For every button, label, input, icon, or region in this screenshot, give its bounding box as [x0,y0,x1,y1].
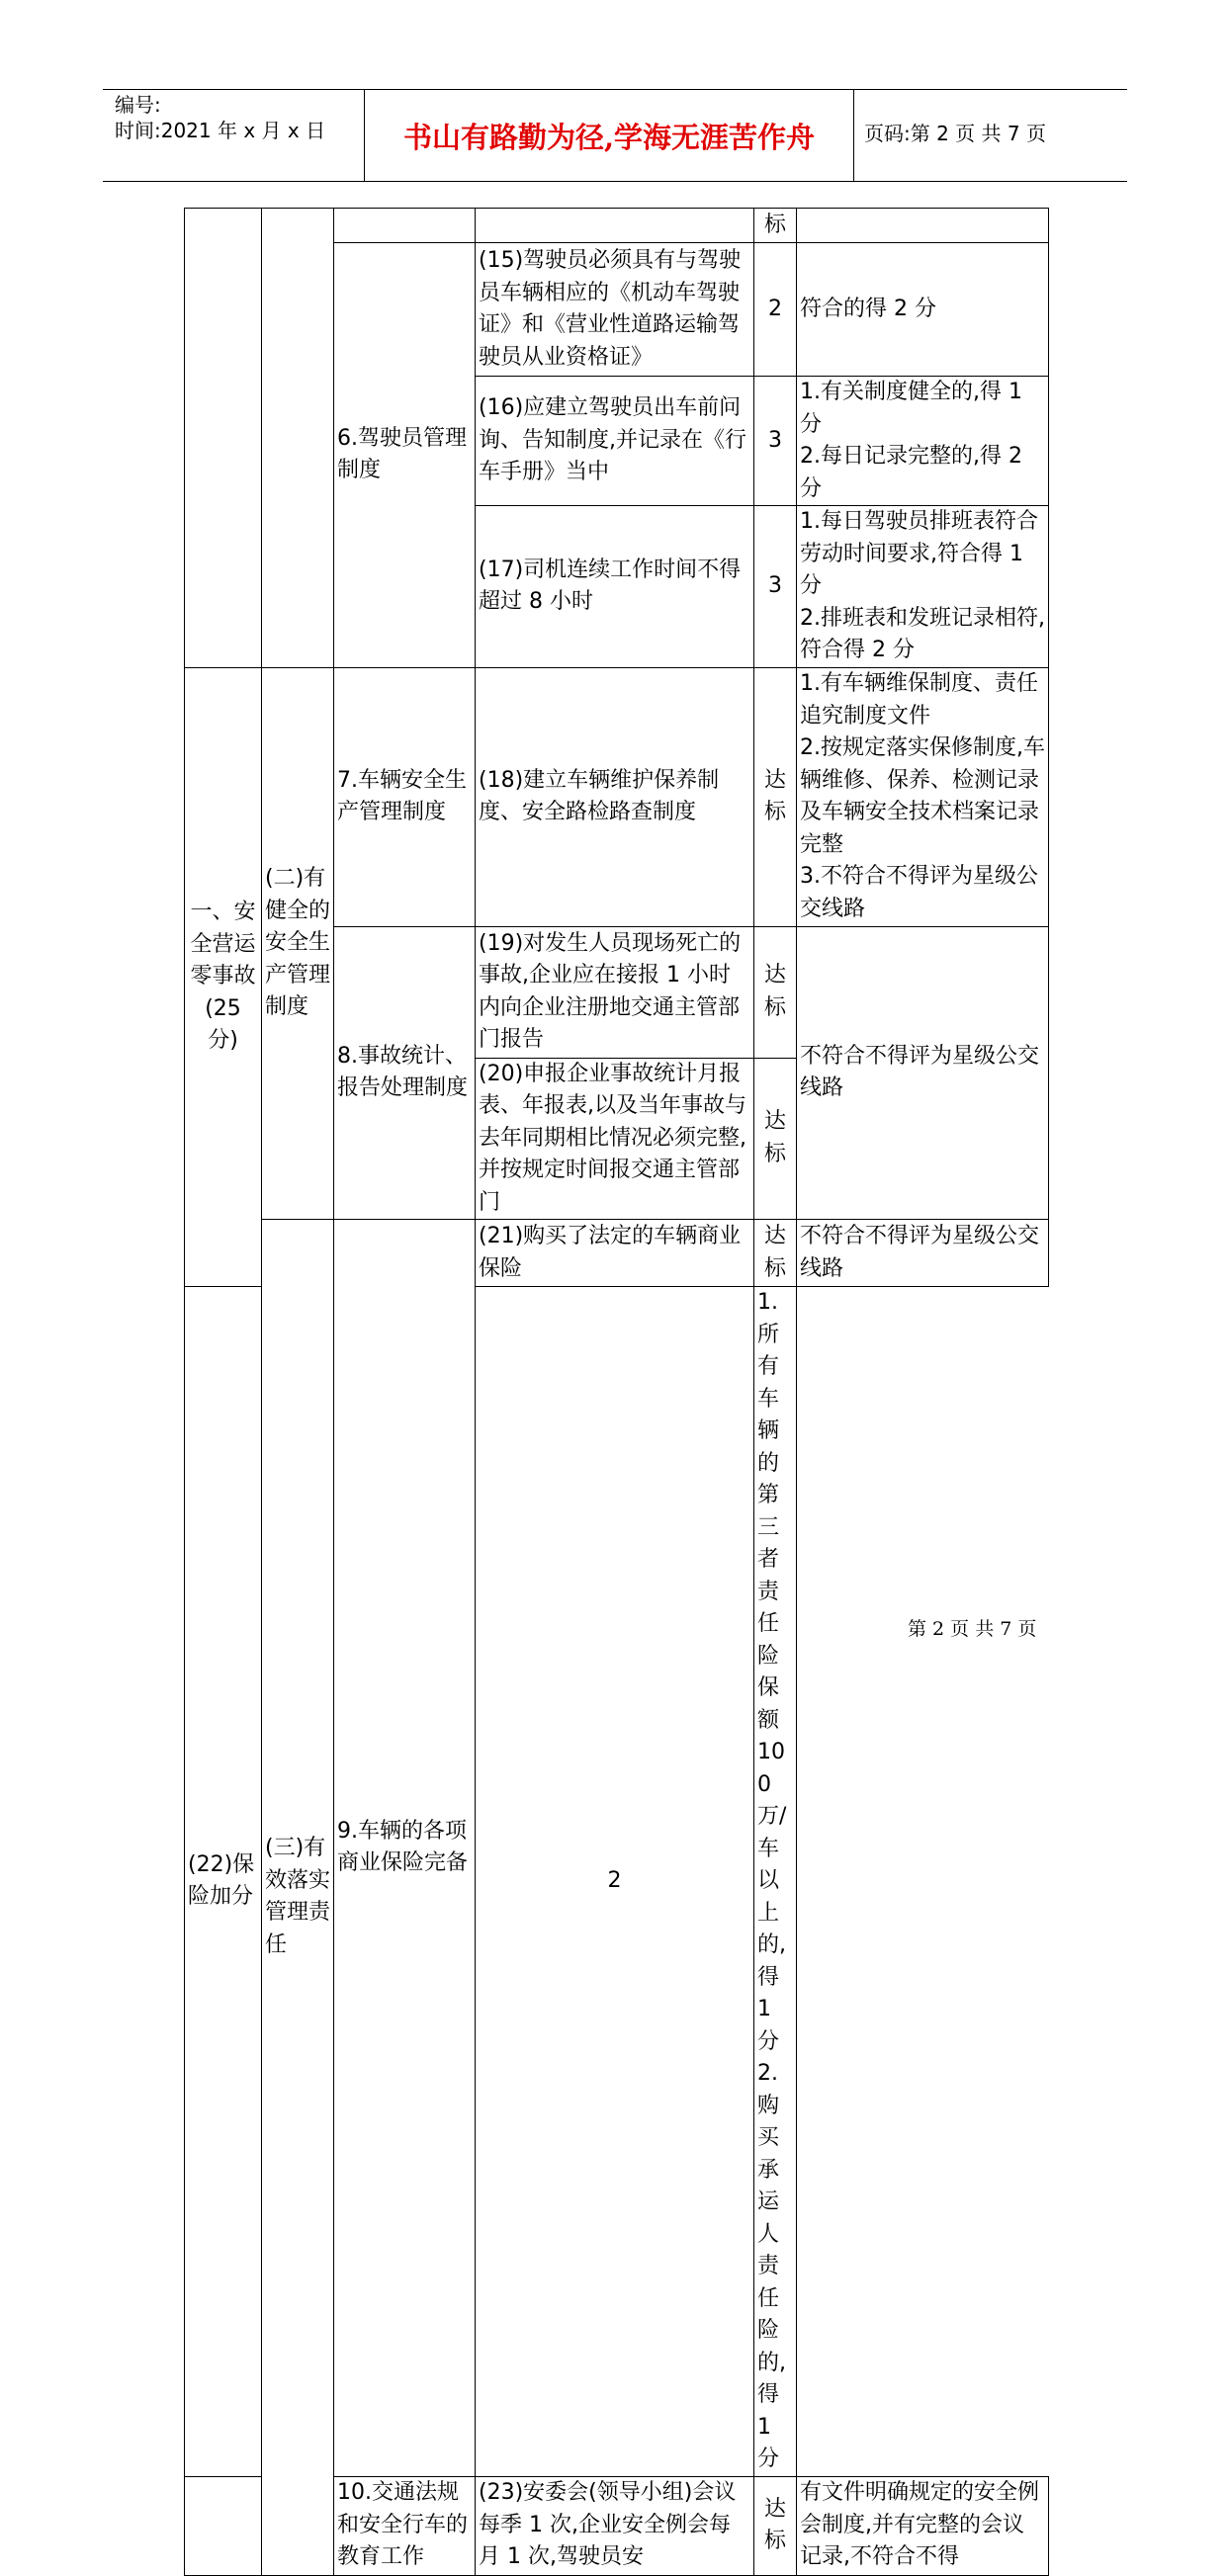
item-name-cell: 8.事故统计、报告处理制度 [334,926,476,1220]
item-name-cell: 7.车辆安全生产管理制度 [334,667,476,926]
rule-cell: 1.有车辆维保制度、责任追究制度文件 2.按规定落实保修制度,车辆维修、保养、检测记录及车辆安全技术档案记录完整 3.不符合不得评为星级公交线路 [797,667,1049,926]
rule-cell: 符合的得 2 分 [797,243,1049,377]
header-motto: 书山有路勤为径,学海无涯苦作舟 [365,90,854,181]
header-meta [103,90,365,181]
table-row [185,1220,1049,1287]
page-header [103,89,1127,182]
score-cell: 达标 [754,2476,797,2575]
rule-cell: 1.所有车辆的第三者责任险保额 100 万/车以上的,得 1 分 2.购买承运人责任险的,得 1 分 [754,1287,797,2477]
requirement-cell: (17)司机连续工作时间不得超过 8 小时 [476,506,754,668]
doc-number-label: 编号: [115,93,161,117]
score-cell: 2 [476,1287,754,2477]
category-cell-trailing [185,2476,262,2575]
section-cell: (二)有健全的安全生产管理制度 [262,667,334,1220]
rule-cell-continued [797,209,1049,243]
evaluation-table [184,208,1049,2576]
category-cell: 一、安全营运零事故(25 分) [185,667,262,1287]
requirement-cell-continued [476,209,754,243]
rule-cell: 1.每日驾驶员排班表符合劳动时间要求,符合得 1 分 2.排班表和发班记录相符,符合得 2 分 [797,506,1049,668]
requirement-cell: (15)驾驶员必须具有与驾驶员车辆相应的《机动车驾驶证》和《营业性道路运输驾驶员从业资格证》 [476,243,754,377]
section-cell-continued [262,209,334,668]
score-cell: 达标 [754,1058,797,1220]
requirement-cell: (18)建立车辆维护保养制度、安全路检路查制度 [476,667,754,926]
header-page-number: 页码:第 2 页 共 7 页 [864,122,1046,145]
requirement-cell: (23)安委会(领导小组)会议每季 1 次,企业安全例会每月 1 次,驾驶员安 [476,2476,754,2575]
item-name-cell: 10.交通法规和安全行车的教育工作 [334,2476,476,2575]
item-name-cell: 6.驾驶员管理制度 [334,243,476,668]
score-cell: 3 [754,377,797,506]
page-footer: 第 2 页 共 7 页 [908,1618,1037,1640]
rule-cell: 有文件明确规定的安全例会制度,并有完整的会议记录,不符合不得 [797,2476,1049,2575]
item-name-cell: 9.车辆的各项商业保险完备 [334,1220,476,2477]
requirement-cell: (16)应建立驾驶员出车前问询、告知制度,并记录在《行车手册》当中 [476,377,754,506]
score-cell: 3 [754,506,797,668]
doc-time-label: 时间:2021 年 x 月 x 日 [115,119,326,142]
requirement-cell: (20)申报企业事故统计月报表、年报表,以及当年事故与去年同期相比情况必须完整,并按规定时间报交通主管部门 [476,1058,754,1220]
table-row [185,667,1049,926]
score-cell: 达标 [754,1220,797,1287]
section-cell: (三)有效落实管理责任 [262,1220,334,2576]
rule-cell: 不符合不得评为星级公交线路 [797,926,1049,1220]
rule-cell: 1.有关制度健全的,得 1 分 2.每日记录完整的,得 2 分 [797,377,1049,506]
category-cell-continued [185,209,262,668]
item-cell-continued [334,209,476,243]
score-cell: 达标 [754,926,797,1058]
table-row [185,209,1049,243]
score-cell: 标 [754,209,797,243]
requirement-cell: (22)保险加分 [185,1287,262,2477]
score-cell: 2 [754,243,797,377]
requirement-cell: (21)购买了法定的车辆商业保险 [476,1220,754,1287]
score-cell: 达标 [754,667,797,926]
requirement-cell: (19)对发生人员现场死亡的事故,企业应在接报 1 小时内向企业注册地交通主管部门报告 [476,926,754,1058]
rule-cell: 不符合不得评为星级公交线路 [797,1220,1049,1287]
